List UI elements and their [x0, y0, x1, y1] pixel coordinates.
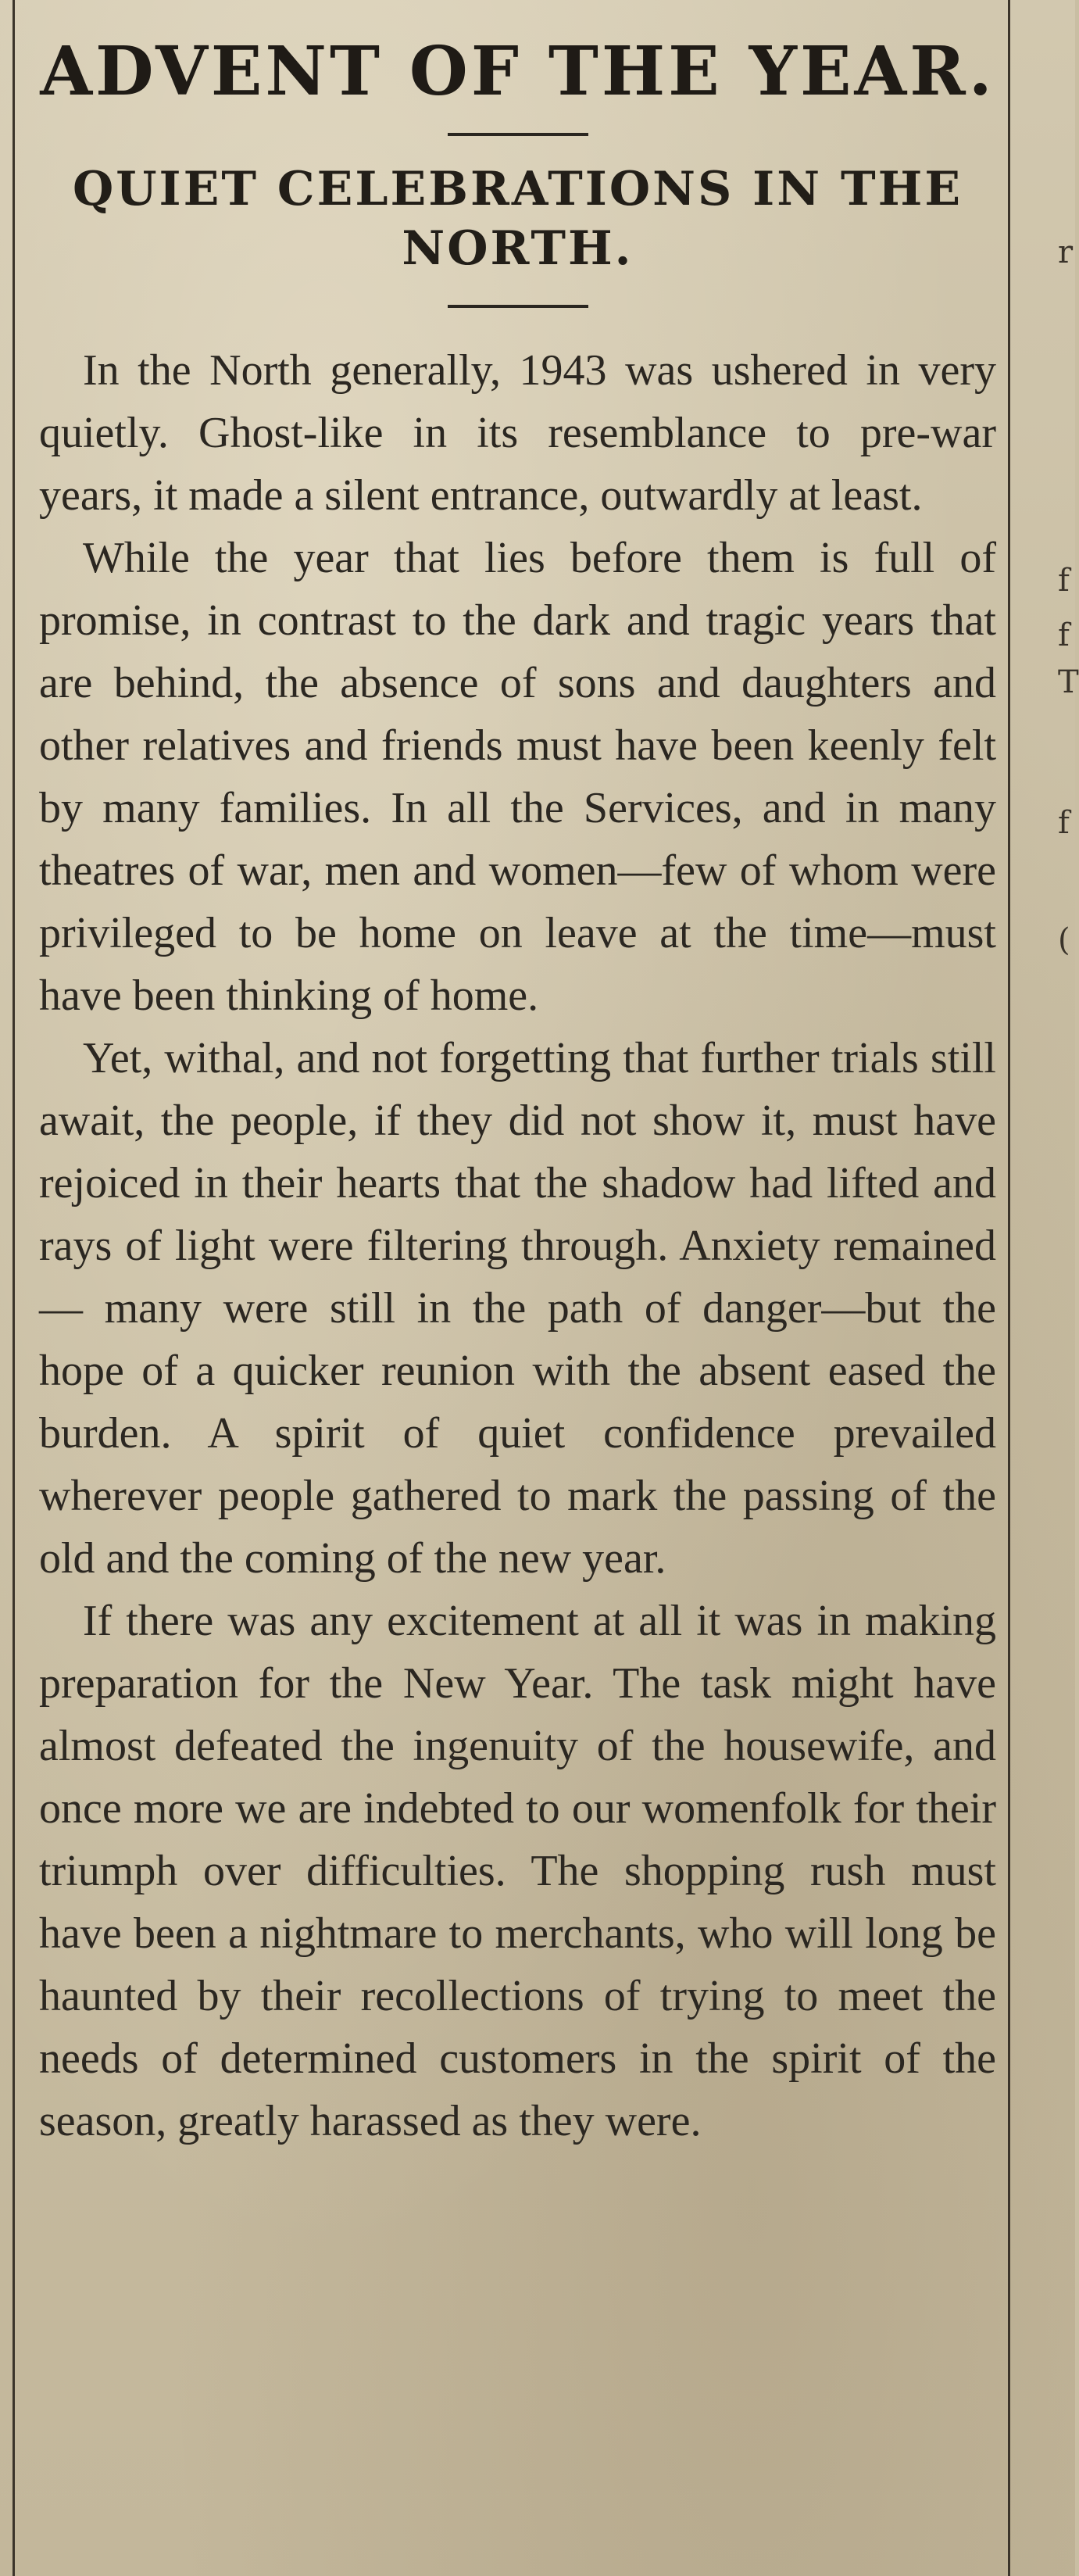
paragraph: Yet, withal, and not forgetting that further trials still await, the people, if they did not show it, must have rejoiced in their hearts that the shadow had lifted and rays of light were filtering through. Anxiety remained — many were still in the path of danger—but the hope of a quicker reunion with the absent eased the burden. A spirit of quiet confidence prevailed wherever people gathered to mark the passing of the old and the coming of the new year.	[39, 1034, 996, 1583]
headline: ADVENT OF THE YEAR.	[40, 32, 995, 111]
paragraph: If there was any excitement at all it was in making preparation for the New Year. The task might have almost defeated the ingenuity of the housewife, and once more we are indebted to our womenfolk for their triumph over difficulties. The shopping rush must have been a nightmare to merchants, who will long be haunted by their recollections of trying to meet the needs of determined customers in the spirit of the season, greatly harassed as they were.	[39, 1597, 996, 2145]
neighbor-fragment: T	[1058, 664, 1079, 700]
neighbor-fragment: f	[1058, 617, 1070, 653]
paragraph: While the year that lies before them is full of promise, in contrast to the dark and tragic years that are behind, the absence of sons and daughters and other relatives and friends must have been keenly felt by many families. In all the Services, and in many theatres of war, men and women—few of whom were privileged to be home on leave at the time—must have been thinking of home.	[39, 534, 996, 1020]
column-rule-right	[1008, 0, 1010, 2576]
neighbor-fragment: (	[1058, 922, 1070, 958]
article-column	[39, 16, 996, 2152]
headline-divider	[448, 133, 588, 136]
article-body	[39, 339, 996, 2152]
neighbor-fragment: r	[1058, 234, 1074, 270]
neighbor-column-fragments	[1031, 0, 1079, 2576]
neighbor-fragment: f	[1058, 563, 1070, 599]
subheadline: QUIET CELEBRATIONS IN THE NORTH.	[72, 162, 963, 276]
subheadline-divider	[448, 305, 588, 308]
neighbor-fragment: f	[1058, 805, 1070, 841]
column-rule-left	[13, 0, 15, 2576]
paragraph: In the North generally, 1943 was ushered in very quietly. Ghost-like in its resemblance to pre-war years, it made a silent entrance, outwardly at least.	[39, 346, 996, 520]
